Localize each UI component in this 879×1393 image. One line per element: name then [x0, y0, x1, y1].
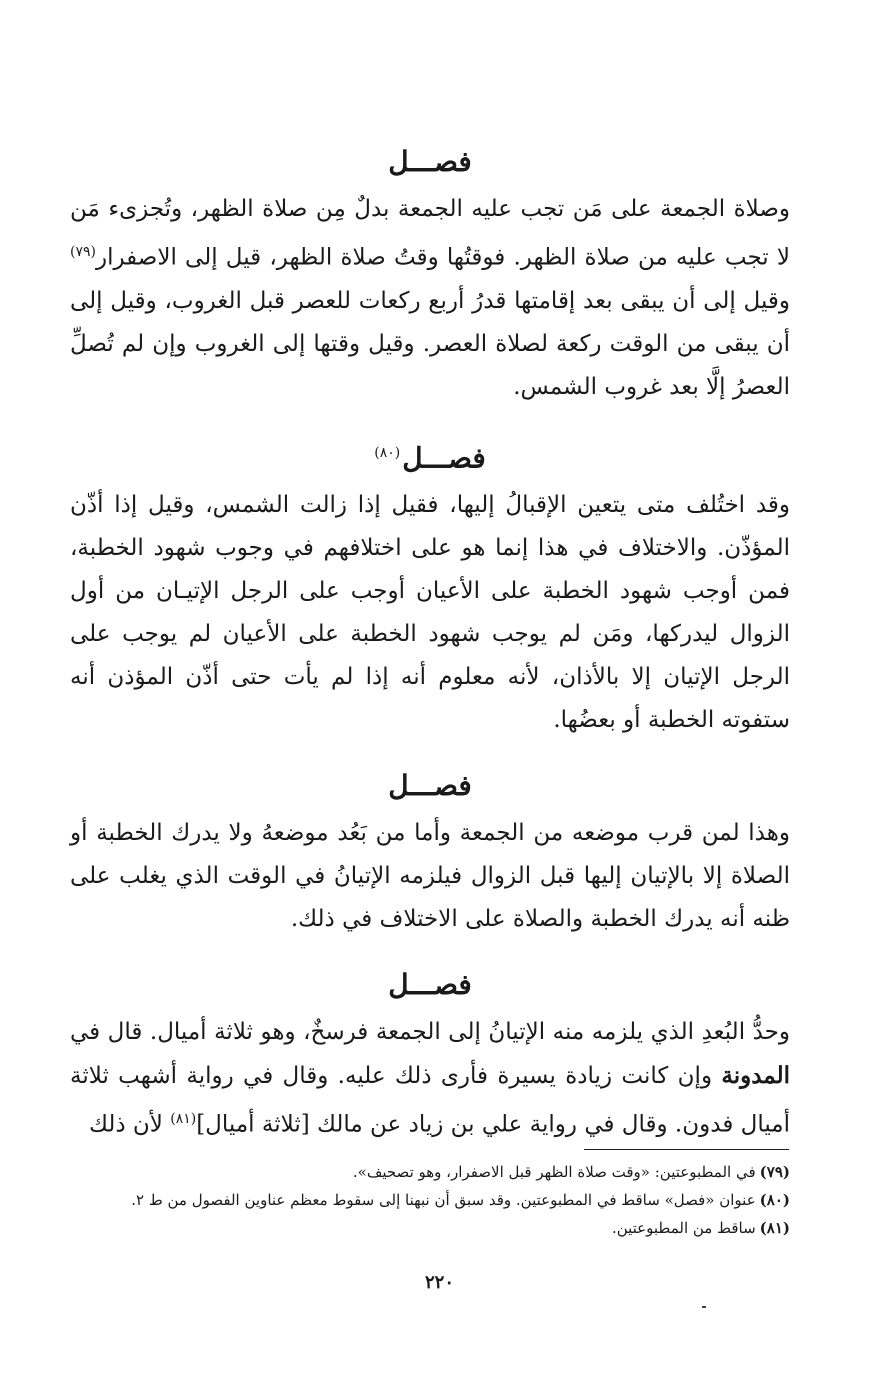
footnote-79: [70, 1158, 790, 1186]
footnote-number: (٨١): [759, 1219, 790, 1237]
footnote-80: [70, 1186, 790, 1214]
section-heading-3: [70, 764, 790, 808]
heading-text: فصـــل: [388, 768, 472, 802]
page-body: [70, 140, 790, 1169]
footnote-ref-79: (٧٩): [70, 244, 96, 260]
section-heading-1: [70, 140, 790, 184]
heading-text: فصـــل: [402, 440, 486, 474]
footnote-text: عنوان «فصل» ساقط في المطبوعتين. وقد سبق أن نبهنا إلى سقوط معظم عناوين الفصول من ط ٢.: [131, 1191, 756, 1209]
footnote-separator: [584, 1149, 789, 1150]
footnote-number: (٧٩): [759, 1163, 790, 1181]
section-paragraph-3: [70, 812, 790, 941]
footnote-ref-81: (٨١): [170, 1110, 197, 1127]
footnotes: [70, 1158, 790, 1242]
paragraph-text: وهذا لمن قرب موضعه من الجمعة وأما من بَعُد موضعهُ ولا يدرك الخطبة أو الصلاة إلا بالإتيان إليها قبل الزوال فيلزمه الإتيانُ في الوقت الذي يغلب على ظنه أنه يدرك الخطبة والصلاة على الاختلاف في ذلك.: [70, 819, 790, 932]
paragraph-text-continued: وإن كانت زيادة يسيرة فأرى ذلك عليه. وقال في رواية أشهب ثلاثة أميال فدون. وقال في رواية علي بن زياد عن مالك [ثلاثة أميال]: [70, 1062, 790, 1138]
footnote-number: (٨٠): [759, 1191, 790, 1209]
footnote-81: [70, 1214, 790, 1242]
section-paragraph-4: [70, 1011, 790, 1147]
heading-text: فصـــل: [388, 967, 472, 1001]
paragraph-text-continued: وقيل إلى أن يبقى بعد إقامتها قدرُ أربع ركعات للعصر قبل الغروب، وقيل إلى أن يبقى من الوقت ركعة لصلاة العصر. وقيل وقتها إلى الغروب وإن لم تُصلِّ العصرُ إلَّا بعد غروب الشمس.: [70, 287, 790, 400]
paragraph-text: وحدُّ البُعدِ الذي يلزمه منه الإتيانُ إلى الجمعة فرسخٌ، وهو ثلاثة أميال. قال في: [70, 1018, 790, 1045]
section-paragraph-1: [70, 188, 790, 409]
book-title-bold: المدونة: [721, 1061, 790, 1089]
section-heading-4: [70, 963, 790, 1007]
footnote-text: في المطبوعتين: «وقت صلاة الظهر قبل الاصفرار، وهو تصحيف».: [352, 1163, 756, 1181]
paragraph-text: وقد اختُلف متى يتعين الإقبالُ إليها، فقيل إذا زالت الشمس، وقيل إذا أذّن المؤذّن. والاختلاف في هذا إنما هو على اختلافهم في وجوب شهود الخطبة، فمن أوجب شهود الخطبة على الأعيان أوجب على الرجل الإتيـان من أول الزوال ليدركها، ومَن لم يوجب شهود الخطبة على الأعيان لم يوجب على الرجل الإتيان إلا بالأذان، لأنه معلوم أنه إذا لم يأت حتى أذّن المؤذن أنه ستفوته الخطبة أو بعضُها.: [70, 491, 790, 733]
section-heading-2: [70, 431, 790, 480]
heading-text: فصـــل: [388, 145, 472, 178]
footnote-text: ساقط من المطبوعتين.: [611, 1219, 756, 1237]
section-paragraph-2: [70, 484, 790, 742]
footnote-ref-80: (٨٠): [374, 444, 401, 461]
paragraph-text-end: لأن ذلك: [88, 1111, 171, 1138]
page-number: ٢٢٠: [424, 1272, 454, 1293]
paragraph-text: وصلاة الجمعة على مَن تجب عليه الجمعة بدلٌ مِن صلاة الظهر، وتُجزىء مَن لا تجب عليه من صلاة الظهر. فوقتُها وقتُ صلاة الظهر، قيل إلى الاصفرار: [70, 196, 790, 271]
print-mark: [702, 1306, 706, 1308]
